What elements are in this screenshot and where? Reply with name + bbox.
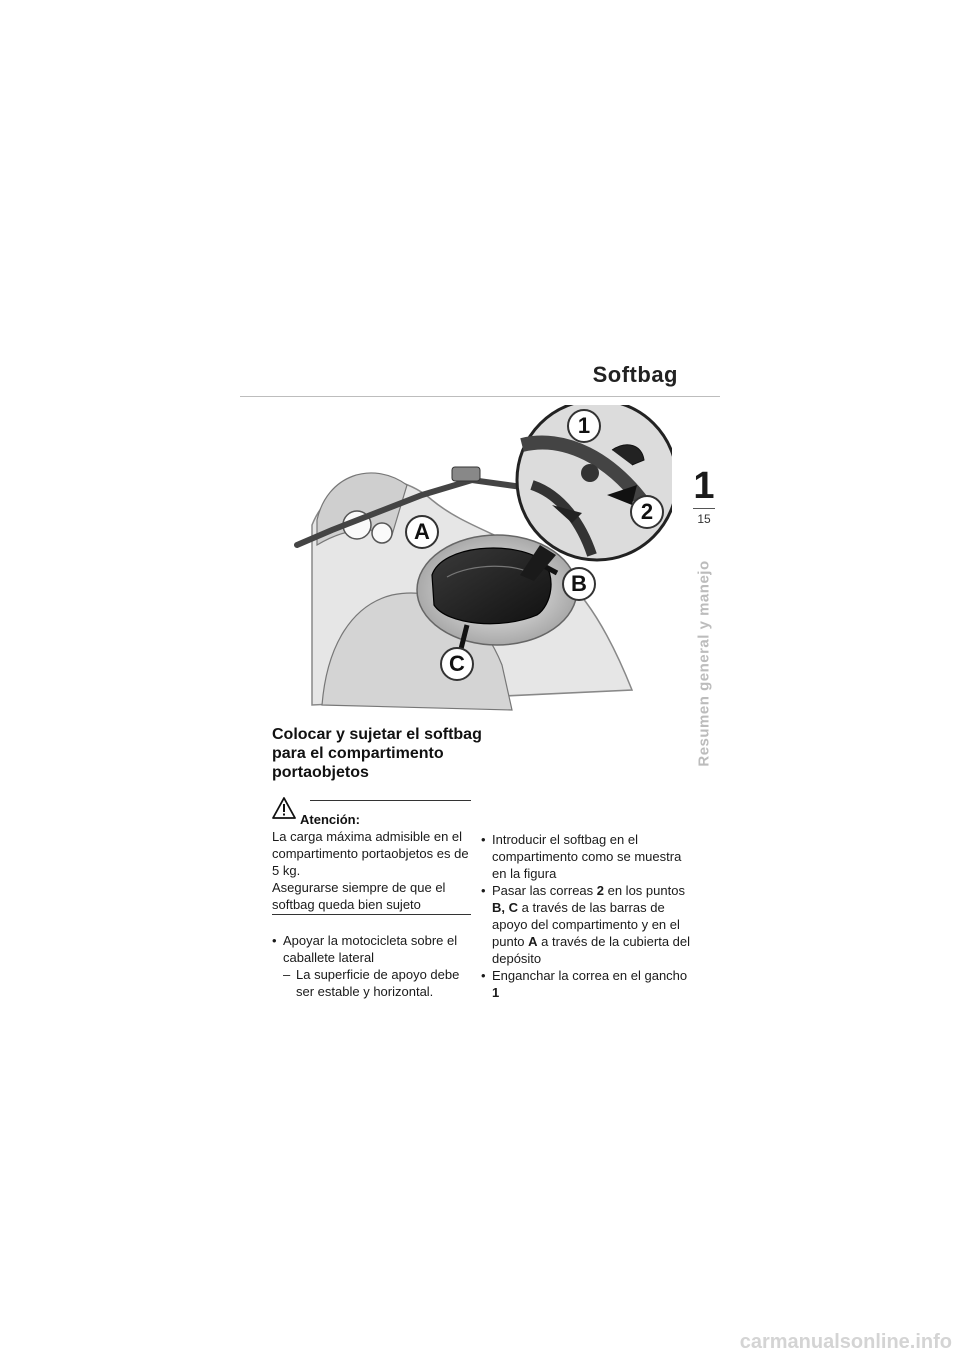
- bullet-text: Enganchar la correa en el gancho: [492, 968, 688, 983]
- callout-2: 2: [630, 495, 664, 529]
- list-item: • Pasar las correas 2 en los puntos B, C a través de las barras de apoyo del compartimento y en el punto A a través de la cubierta del depósito: [481, 883, 691, 966]
- sub-list-item: – La superficie de apoyo debe ser estable y horizontal.: [283, 967, 460, 999]
- warning-text: [272, 828, 477, 913]
- chapter-tab: [688, 464, 720, 536]
- callout-c: C: [440, 647, 474, 681]
- right-bullet-list: [481, 831, 693, 1001]
- strap-ref: 2: [596, 883, 604, 898]
- list-item: • Apoyar la motocicleta sobre el caballete lateral: [272, 933, 458, 965]
- left-bullet-list: [272, 932, 477, 1000]
- bullet-text: a través de las barras de apoyo del compartimento y en el punto: [492, 900, 680, 949]
- page-number: 15: [697, 512, 711, 526]
- chapter-title: Resumen general y manejo: [695, 559, 713, 767]
- title-divider: [240, 396, 720, 397]
- page-title: Softbag: [592, 362, 678, 387]
- warning-rule-bottom: [272, 914, 471, 915]
- bullet-text: Introducir el softbag en el compartimento como se muestra en la figura: [492, 832, 682, 881]
- warning-label: Atención:: [300, 812, 360, 827]
- point-a-ref: A: [528, 934, 538, 949]
- bullet-text: a través de la cubierta del depósito: [492, 934, 691, 966]
- chapter-number: 1: [693, 465, 715, 507]
- sub-bullet-text: La superficie de apoyo debe ser estable y horizontal.: [296, 967, 460, 999]
- callout-1: 1: [567, 409, 601, 443]
- bullet-text: Apoyar la motocicleta sobre el caballete lateral: [283, 933, 458, 965]
- softbag-illustration: [272, 405, 672, 715]
- list-item: • Enganchar la correa en el gancho 1: [481, 968, 688, 1000]
- callout-a: A: [405, 515, 439, 549]
- hook-ref: 1: [492, 985, 500, 1000]
- list-item: • Introducir el softbag en el compartimento como se muestra en la figura: [481, 832, 682, 881]
- watermark: carmanualsonline.info: [739, 1331, 952, 1353]
- bullet-text: Pasar las correas: [492, 883, 597, 898]
- points-ref: B, C: [492, 900, 518, 915]
- warning-line-1: La carga máxima admisible en el compartimento portaobjetos es de 5 kg.: [272, 829, 469, 878]
- chapter-divider: [693, 508, 715, 509]
- warning-triangle-icon: [272, 797, 296, 819]
- bullet-text: en los puntos: [604, 883, 685, 898]
- section-heading: Colocar y sujetar el softbag para el compartimento portaobjetos: [272, 726, 482, 781]
- callout-b: B: [562, 567, 596, 601]
- warning-rule-top: [310, 800, 471, 801]
- chapter-side-label: [688, 548, 720, 778]
- warning-line-2: Asegurarse siempre de que el softbag queda bien sujeto: [272, 880, 446, 912]
